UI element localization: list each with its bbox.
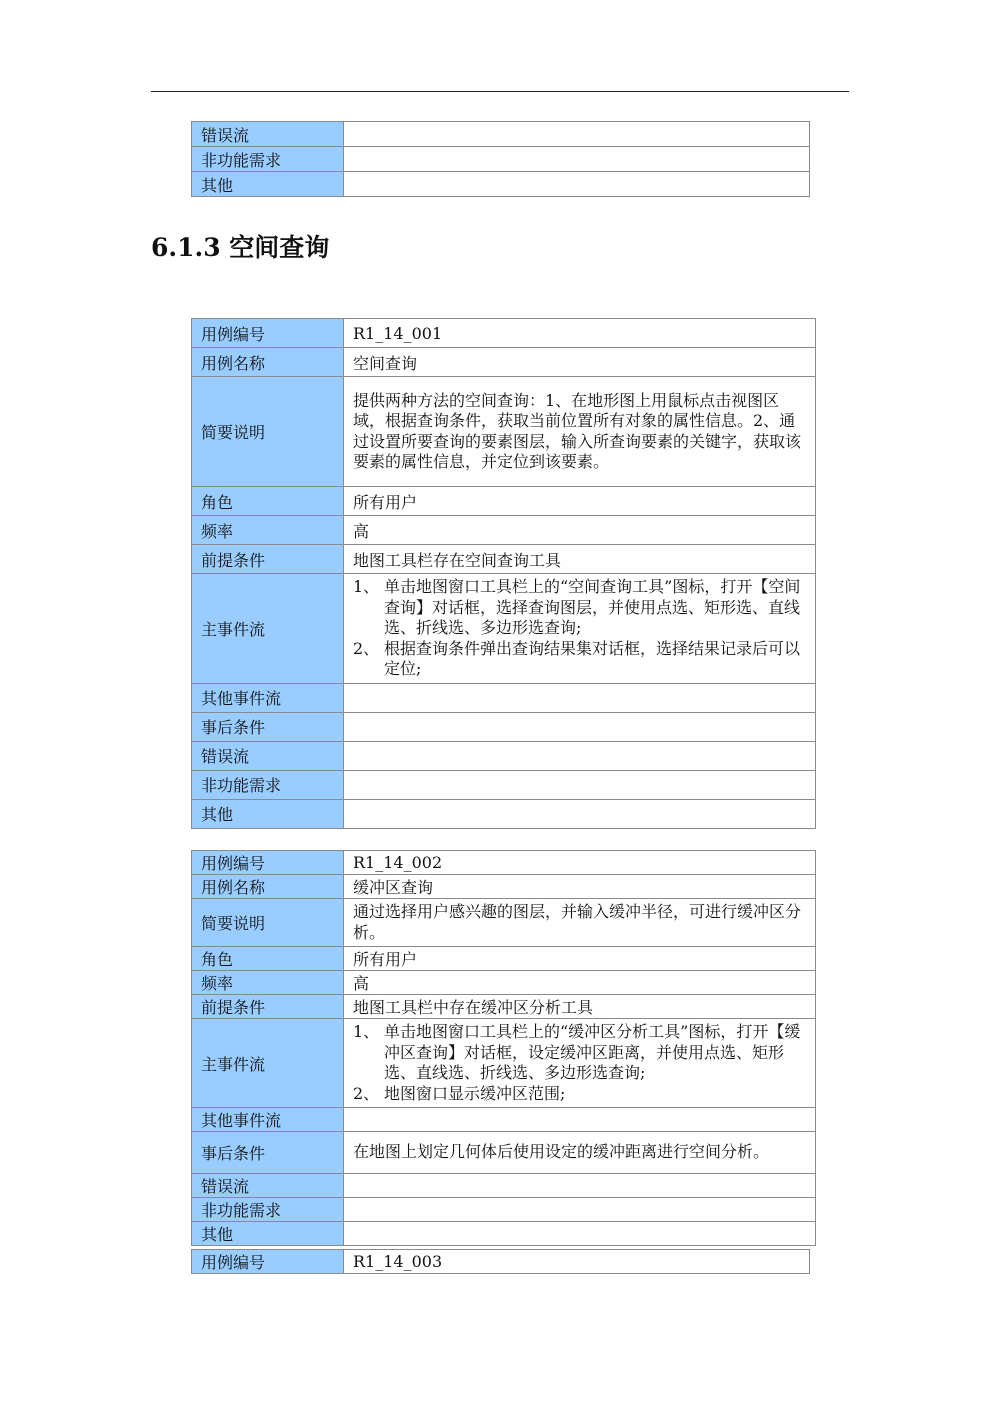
use-case-table-3 — [191, 1249, 810, 1274]
uc3-id-label: 用例编号 — [192, 1250, 344, 1274]
uc1-step-number: 1、 — [353, 577, 380, 596]
uc2-role: 所有用户 — [344, 947, 816, 971]
uc2-other-flow — [344, 1108, 816, 1132]
uc1-pre-label: 前提条件 — [192, 545, 344, 574]
uc1-desc-label: 简要说明 — [192, 377, 344, 487]
uc1-main-flow — [344, 574, 816, 684]
uc1-step-number: 2、 — [353, 638, 380, 658]
uc1-other — [344, 799, 816, 828]
section-heading: 6.1.3 空间查询 — [151, 233, 330, 262]
uc2-desc: 通过选择用户感兴趣的图层，并输入缓冲半径，可进行缓冲区分析。 — [344, 899, 816, 947]
uc2-main-flow — [344, 1019, 816, 1108]
uc2-id: R1_14_002 — [344, 851, 816, 875]
uc1-error-label: 错误流 — [192, 741, 344, 770]
uc1-name-label: 用例名称 — [192, 348, 344, 377]
uc2-other — [344, 1222, 816, 1246]
use-case-table-1 — [191, 318, 816, 829]
uc1-other-flow — [344, 683, 816, 712]
uc1-role: 所有用户 — [344, 487, 816, 516]
uc2-error-label: 错误流 — [192, 1174, 344, 1198]
use-case-table-2 — [191, 850, 816, 1246]
uc2-step-text: 地图窗口显示缓冲区范围; — [384, 1083, 566, 1103]
row-value-error-flow — [344, 122, 810, 147]
uc1-error — [344, 741, 816, 770]
uc1-post-label: 事后条件 — [192, 712, 344, 741]
uc2-error — [344, 1174, 816, 1198]
uc2-name: 缓冲区查询 — [344, 875, 816, 899]
uc1-id-label: 用例编号 — [192, 319, 344, 348]
uc2-nonfunc — [344, 1198, 816, 1222]
uc2-other-flow-label: 其他事件流 — [192, 1108, 344, 1132]
uc2-pre-label: 前提条件 — [192, 995, 344, 1019]
use-case-table-continued — [191, 121, 810, 197]
uc1-main-label: 主事件流 — [192, 574, 344, 684]
uc1-other-label: 其他 — [192, 799, 344, 828]
uc2-freq-label: 频率 — [192, 971, 344, 995]
uc1-step-text: 单击地图窗口工具栏上的“空间查询工具”图标，打开【空间查询】对话框，选择查询图层，并使用点选、矩形选、直线选、折线选、多边形选查询; — [384, 577, 801, 637]
uc1-freq-label: 频率 — [192, 516, 344, 545]
uc2-post-label: 事后条件 — [192, 1132, 344, 1174]
uc1-id: R1_14_001 — [344, 319, 816, 348]
uc1-freq: 高 — [344, 516, 816, 545]
uc1-pre: 地图工具栏存在空间查询工具 — [344, 545, 816, 574]
uc2-step — [353, 1084, 809, 1105]
row-label-nonfunctional: 非功能需求 — [192, 147, 344, 172]
uc2-main-label: 主事件流 — [192, 1019, 344, 1108]
uc1-other-flow-label: 其他事件流 — [192, 683, 344, 712]
row-value-nonfunctional — [344, 147, 810, 172]
uc1-nonfunc — [344, 770, 816, 799]
uc2-other-label: 其他 — [192, 1222, 344, 1246]
row-label-error-flow: 错误流 — [192, 122, 344, 147]
row-label-other: 其他 — [192, 172, 344, 197]
uc2-step — [353, 1022, 809, 1084]
uc1-role-label: 角色 — [192, 487, 344, 516]
uc1-step — [353, 577, 809, 639]
row-value-other — [344, 172, 810, 197]
uc1-nonfunc-label: 非功能需求 — [192, 770, 344, 799]
uc2-role-label: 角色 — [192, 947, 344, 971]
header-rule — [151, 91, 849, 92]
uc2-nonfunc-label: 非功能需求 — [192, 1198, 344, 1222]
uc1-post — [344, 712, 816, 741]
uc2-step-text: 单击地图窗口工具栏上的“缓冲区分析工具”图标，打开【缓冲区查询】对话框，设定缓冲区距离，并使用点选、矩形选、直线选、折线选、多边形选查询; — [384, 1022, 801, 1082]
uc2-step-number: 2、 — [353, 1083, 380, 1103]
uc2-id-label: 用例编号 — [192, 851, 344, 875]
uc2-post: 在地图上划定几何体后使用设定的缓冲距离进行空间分析。 — [344, 1132, 816, 1174]
uc2-desc-label: 简要说明 — [192, 899, 344, 947]
uc2-pre: 地图工具栏中存在缓冲区分析工具 — [344, 995, 816, 1019]
uc2-name-label: 用例名称 — [192, 875, 344, 899]
uc3-id: R1_14_003 — [344, 1250, 810, 1274]
uc1-step-text: 根据查询条件弹出查询结果集对话框，选择结果记录后可以定位; — [384, 638, 801, 678]
uc2-freq: 高 — [344, 971, 816, 995]
uc1-step — [353, 639, 809, 680]
uc2-step-number: 1、 — [353, 1022, 380, 1041]
uc1-name: 空间查询 — [344, 348, 816, 377]
uc1-desc: 提供两种方法的空间查询：1、在地形图上用鼠标点击视图区域，根据查询条件，获取当前位置所有对象的属性信息。2、通过设置所要查询的要素图层，输入所查询要素的关键字，获取该要素的属性信息，并定位到该要素。 — [344, 377, 816, 487]
